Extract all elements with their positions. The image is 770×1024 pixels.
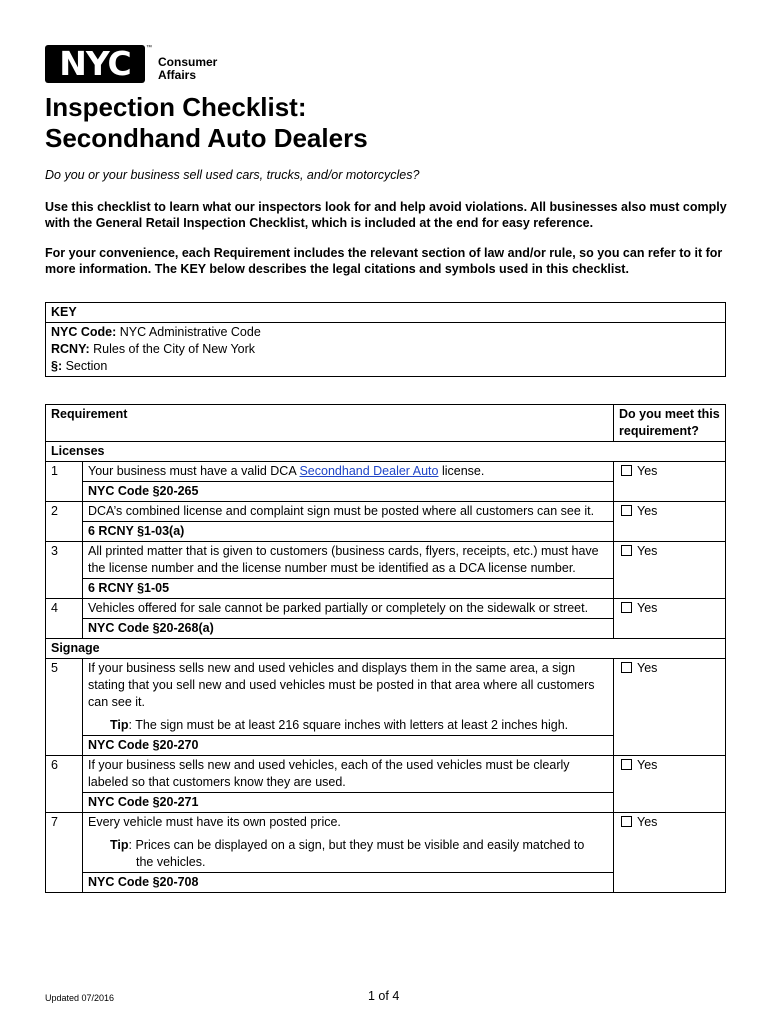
yes-checkbox-7[interactable]: Yes <box>614 813 726 893</box>
checkbox-icon <box>621 545 632 556</box>
yes-checkbox-4[interactable]: Yes <box>614 599 726 639</box>
intro-question: Do you or your business sell used cars, trucks, and/or motorcycles? <box>45 168 420 182</box>
section-licenses: Licenses <box>46 442 726 462</box>
yes-checkbox-2[interactable]: Yes <box>614 502 726 542</box>
section-signage: Signage <box>46 639 726 659</box>
requirement-code: 6 RCNY §1-05 <box>83 579 614 599</box>
table-row <box>46 599 726 619</box>
key-header: KEY <box>46 303 726 323</box>
requirement-code: NYC Code §20-268(a) <box>83 619 614 639</box>
requirement-text: Vehicles offered for sale cannot be parked partially or completely on the sidewalk or street. <box>83 599 614 619</box>
requirement-text: If your business sells new and used vehicles and displays them in the same area, a sign stating that you sell new and used vehicles must be posted in that area where all customers can see it. Tip: The sign must be at least 216 square inches with letters at least 2 inches high. <box>83 659 614 736</box>
table-row <box>46 462 726 482</box>
requirement-code: NYC Code §20-265 <box>83 482 614 502</box>
tip-note-continued: the vehicles. <box>136 855 206 869</box>
checkbox-icon <box>621 602 632 613</box>
page-title <box>45 92 368 154</box>
requirement-text: Every vehicle must have its own posted price. Tip: Prices can be displayed on a sign, but they must be visible and easily matched to the vehicles. <box>83 813 614 873</box>
key-row: NYC Code: NYC Administrative Code <box>51 325 261 339</box>
requirement-code: NYC Code §20-270 <box>83 736 614 756</box>
checkbox-icon <box>621 505 632 516</box>
table-row <box>46 813 726 873</box>
requirement-code: NYC Code §20-271 <box>83 793 614 813</box>
yes-checkbox-1[interactable]: Yes <box>614 462 726 502</box>
table-row <box>46 542 726 579</box>
key-definitions <box>46 323 726 377</box>
yes-checkbox-6[interactable]: Yes <box>614 756 726 813</box>
checkbox-icon <box>621 816 632 827</box>
requirement-text: DCA’s combined license and complaint sign must be posted where all customers can see it. <box>83 502 614 522</box>
table-row <box>46 502 726 522</box>
requirement-number: 1 <box>46 462 83 502</box>
table-row <box>46 756 726 793</box>
updated-date: Updated 07/2016 <box>45 993 115 1003</box>
key-table <box>45 302 726 377</box>
requirement-text: All printed matter that is given to customers (business cards, flyers, receipts, etc.) must have the license number and the license number must be identified as a DCA license number. <box>83 542 614 579</box>
key-row: §: Section <box>51 359 108 373</box>
logo-line-2: Affairs <box>158 68 197 82</box>
table-row <box>46 659 726 736</box>
requirement-number: 5 <box>46 659 83 756</box>
nyc-logo-mark: NYC <box>45 45 145 83</box>
requirement-column-header: Requirement <box>46 405 614 442</box>
tip-note: Tip: Prices can be displayed on a sign, but they must be visible and easily matched to <box>110 838 585 852</box>
requirement-text: If your business sells new and used vehicles, each of the used vehicles must be clearly labeled so that customers know they are used. <box>83 756 614 793</box>
requirement-code: NYC Code §20-708 <box>83 873 614 893</box>
answer-column-header: Do you meet this requirement? <box>614 405 726 442</box>
intro-paragraph-2: For your convenience, each Requirement includes the relevant section of law and/or rule, so you can refer to it for more information. The KEY below describes the legal citations and symbols used in this checklist. <box>45 246 723 276</box>
logo-line-1: Consumer <box>158 55 218 69</box>
trademark-symbol: ™ <box>146 45 152 51</box>
yes-checkbox-5[interactable]: Yes <box>614 659 726 756</box>
checkbox-icon <box>621 662 632 673</box>
title-line-2: Secondhand Auto Dealers <box>45 123 368 153</box>
requirement-number: 3 <box>46 542 83 599</box>
requirement-text: Your business must have a valid DCA Secondhand Dealer Auto license. <box>83 462 614 482</box>
requirement-number: 4 <box>46 599 83 639</box>
table-header-row <box>46 405 726 442</box>
requirement-number: 7 <box>46 813 83 893</box>
checkbox-icon <box>621 759 632 770</box>
checkbox-icon <box>621 465 632 476</box>
nyc-consumer-affairs-logo <box>45 45 217 83</box>
requirements-table <box>45 404 726 893</box>
yes-checkbox-3[interactable]: Yes <box>614 542 726 599</box>
logo-agency-name <box>158 56 217 82</box>
secondhand-dealer-auto-link[interactable]: Secondhand Dealer Auto <box>299 464 439 478</box>
requirement-code: 6 RCNY §1-03(a) <box>83 522 614 542</box>
title-line-1: Inspection Checklist: <box>45 92 307 122</box>
intro-paragraph-1: Use this checklist to learn what our inspectors look for and help avoid violations. All businesses also must comply with the General Retail Inspection Checklist, which is included at the end for easy reference. <box>45 200 727 230</box>
tip-note: Tip: The sign must be at least 216 square inches with letters at least 2 inches high. <box>110 718 569 732</box>
requirement-number: 2 <box>46 502 83 542</box>
key-row: RCNY: Rules of the City of New York <box>51 342 256 356</box>
requirement-number: 6 <box>46 756 83 813</box>
page-number: 1 of 4 <box>368 989 400 1003</box>
